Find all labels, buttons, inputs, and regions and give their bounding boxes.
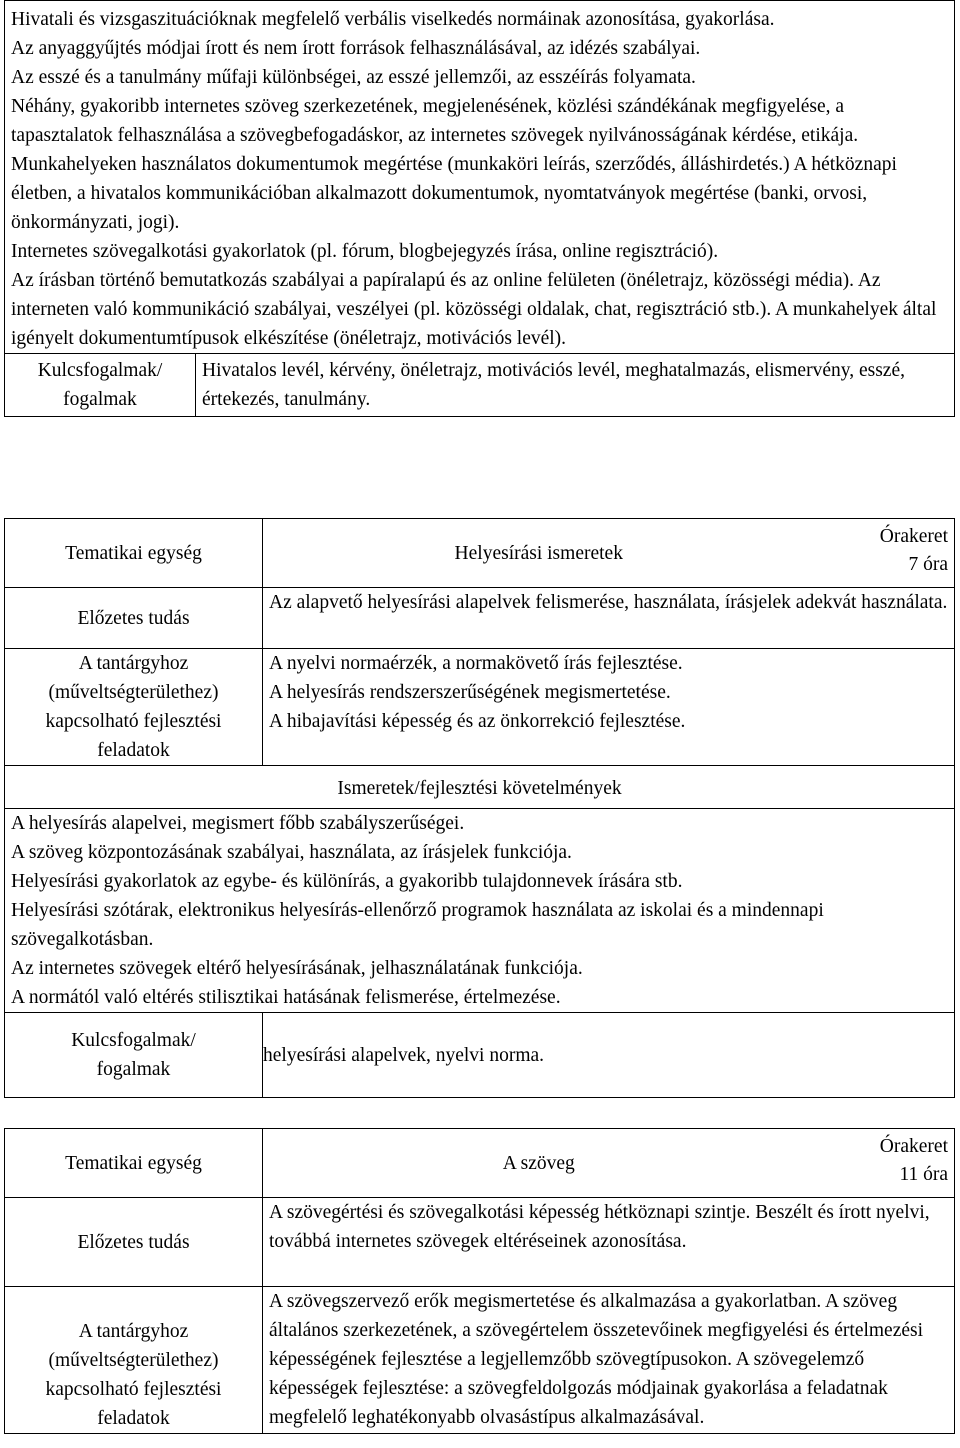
requirement-item: A szöveg központozásának szabályai, használata, az írásjelek funkciója.	[11, 842, 572, 863]
key-concepts-value: helyesírási alapelvek, nyelvi norma.	[263, 1013, 955, 1098]
prior-knowledge-label: Előzetes tudás	[5, 1198, 263, 1287]
content-paragraph: Internetes szövegalkotási gyakorlatok (pl. fórum, blogbejegyzés írása, online regisztráció).	[11, 241, 719, 262]
requirements-heading: Ismeretek/fejlesztési követelmények	[5, 766, 955, 809]
requirement-item: A normától való eltérés stilisztikai hatásának felismerése, értelmezése.	[11, 987, 561, 1008]
requirement-item: Az internetes szövegek eltérő helyesírásának, jelhasználatának funkciója.	[11, 958, 583, 979]
requirement-item: A helyesírás alapelvei, megismert főbb szabályszerűségei.	[11, 813, 465, 834]
content-paragraph: Néhány, gyakoribb internetes szöveg szerkezetének, megjelenésének, közlési szándékának megfigyelése, a tapasztalatok felhasználása a szövegbefogadáskor, az internetes szövegek nyilvánosságának kérdése, etikája.	[11, 96, 859, 146]
prior-knowledge-label: Előzetes tudás	[5, 588, 263, 649]
content-paragraph: Munkahelyeken használatos dokumentumok megértése (munkaköri leírás, szerződés, álláshirdetés.) A hétköznapi életben, a hivatalos kommunikációban alkalmazott dokumentumok, nyomtatványok megértése (banki, orvosi, önkormányzati, jogi).	[11, 154, 897, 233]
thematic-unit-title: A szöveg	[263, 1129, 815, 1198]
thematic-unit-label: Tematikai egység	[5, 519, 263, 588]
content-paragraph: Az anyaggyűjtés módjai írott és nem írott források felhasználásával, az idézés szabályai.	[11, 38, 701, 59]
thematic-unit-label: Tematikai egység	[5, 1129, 263, 1198]
hours-cell	[815, 1129, 955, 1198]
hours-label: Órakeret	[879, 526, 948, 547]
key-concepts-value: Hivatalos levél, kérvény, önéletrajz, motivációs levél, meghatalmazás, elismervény, esszé, értekezés, tanulmány.	[196, 354, 955, 417]
development-task: A nyelvi normaérzék, a normakövető írás fejlesztése.	[269, 653, 683, 674]
content-paragraph: Az esszé és a tanulmány műfaji különbségei, az esszé jellemzői, az esszéírás folyamata.	[11, 67, 696, 88]
hours-value: 11 óra	[899, 1164, 948, 1185]
content-paragraph: Hivatali és vizsgaszituációknak megfelelő verbális viselkedés normáinak azonosítása, gyakorlása.	[11, 9, 775, 30]
continuation-content-cell	[5, 1, 955, 354]
content-paragraph: Az írásban történő bemutatkozás szabályai a papíralapú és az online felületen (önéletrajz, közösségi média). Az interneten való kommunikáció szabályai, veszélyei (pl. közösségi oldalak, chat, regisztráció stb.). A munkahelyek által igényelt dokumentumtípusok elkészítése (önéletrajz, motivációs levél).	[11, 270, 937, 349]
hours-value: 7 óra	[908, 554, 948, 575]
unit-table-szoveg	[4, 1128, 955, 1434]
development-task: A hibajavítási képesség és az önkorrekció fejlesztése.	[269, 711, 686, 732]
prior-knowledge-value: A szövegértési és szövegalkotási képesség hétköznapi szintje. Beszélt és írott nyelvi, továbbá internetes szövegek eltéréseinek azonosítása.	[263, 1198, 955, 1287]
development-tasks-label: A tantárgyhoz (műveltségterülethez) kapcsolható fejlesztési feladatok	[5, 649, 263, 766]
key-concepts-label: Kulcsfogalmak/ fogalmak	[5, 354, 196, 417]
hours-cell	[815, 519, 955, 588]
unit-table-helyesiras	[4, 518, 955, 1098]
development-tasks-cell	[263, 649, 955, 766]
requirement-item: Helyesírási szótárak, elektronikus helyesírás-ellenőrző programok használata az iskolai és a mindennapi szövegalkotásban.	[11, 900, 824, 950]
requirements-cell	[5, 809, 955, 1013]
hours-label: Órakeret	[879, 1136, 948, 1157]
thematic-unit-title: Helyesírási ismeretek	[263, 519, 815, 588]
development-tasks-label: A tantárgyhoz (műveltségterülethez) kapcsolható fejlesztési feladatok	[5, 1287, 263, 1434]
development-task: A helyesírás rendszerszerűségének megismertetése.	[269, 682, 671, 703]
continuation-table	[4, 0, 955, 417]
prior-knowledge-value: Az alapvető helyesírási alapelvek felismerése, használata, írásjelek adekvát használata.	[263, 588, 955, 649]
requirement-item: Helyesírási gyakorlatok az egybe- és különírás, a gyakoribb tulajdonnevek írására stb.	[11, 871, 683, 892]
key-concepts-label: Kulcsfogalmak/ fogalmak	[5, 1013, 263, 1098]
development-tasks-value: A szövegszervező erők megismertetése és alkalmazása a gyakorlatban. A szöveg általános szerkezetének, a szövegértelem összetevőinek megfigyelési és értelmezési képességének fejlesztése a legjellemzőbb szövegtípusokon. A szövegelemző képességek fejlesztése: a szövegfeldolgozás módjainak gyakorlása a feladatnak megfelelő leghatékonyabb olvasástípus alkalmazásával.	[263, 1287, 955, 1434]
